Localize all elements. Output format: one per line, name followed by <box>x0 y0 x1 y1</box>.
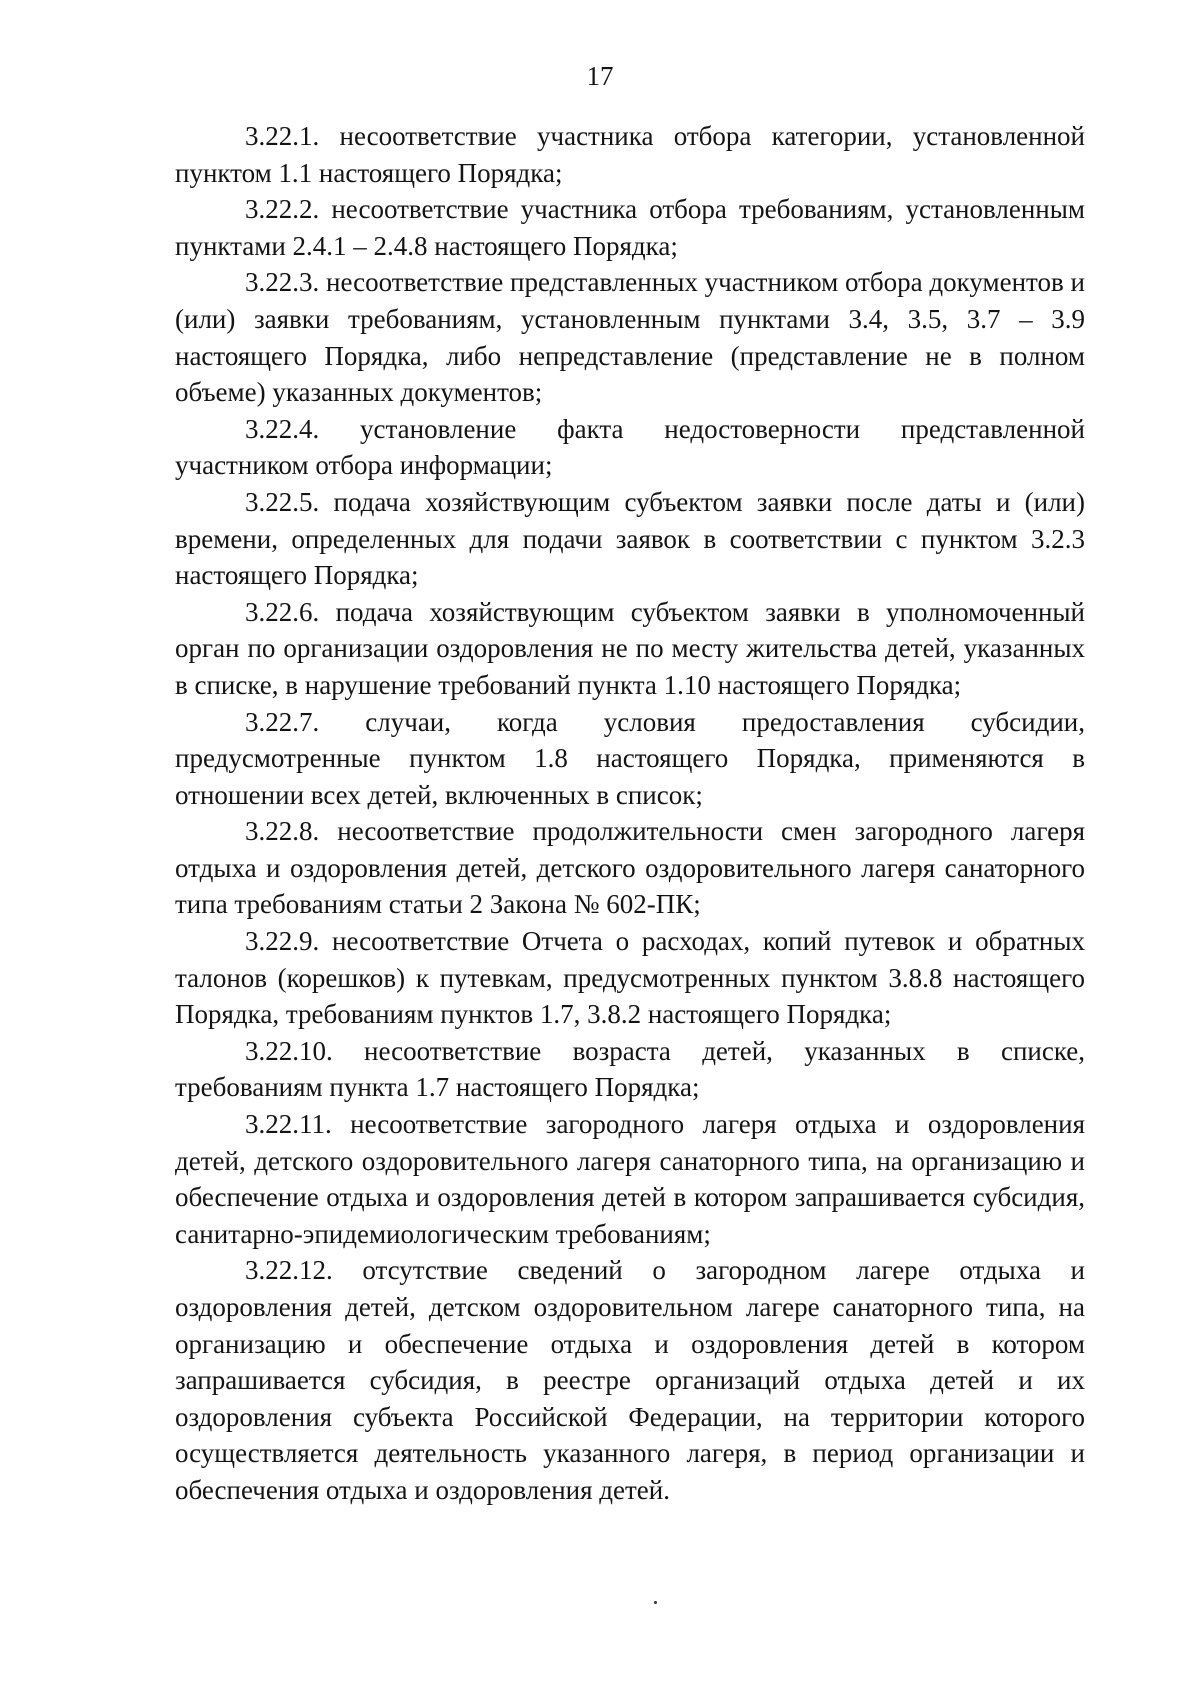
clause-3-22-7: 3.22.7. случаи, когда условия предоставления субсидии, предусмотренные пунктом 1.8 настоящего Порядка, применяются в отношении всех детей, включенных в список; <box>175 706 1085 810</box>
clause-3-22-6: 3.22.6. подача хозяйствующим субъектом заявки в уполномоченный орган по организации оздоровления не по месту жительства детей, указанных в списке, в нарушение требований пункта 1.10 настоящего Порядка; <box>175 596 1085 700</box>
clause-3-22-12: 3.22.12. отсутствие сведений о загородном лагере отдыха и оздоровления детей, детском оздоровительном лагере санаторного типа, на организацию и обеспечение отдыха и оздоровления детей в котором запрашивается субсидия, в реестре организаций отдыха детей и их оздоровления субъекта Российской Федерации, на территории которого осуществляется деятельность указанного лагеря, в период организации и обеспечения отдыха и оздоровления детей. <box>175 1255 1085 1505</box>
clause-3-22-11: 3.22.11. несоответствие загородного лагеря отдыха и оздоровления детей, детского оздоровительного лагеря санаторного типа, на организацию и обеспечение отдыха и оздоровления детей в котором запрашивается субсидия, санитарно-эпидемиологическим требованиям; <box>175 1109 1085 1249</box>
clause-3-22-5: 3.22.5. подача хозяйствующим субъектом заявки после даты и (или) времени, определенных для подачи заявок в соответствии с пунктом 3.2.3 настоящего Порядка; <box>175 486 1085 591</box>
clause-3-22-1: 3.22.1. несоответствие участника отбора категории, установленной пунктом 1.1 настоящего Порядка; <box>175 121 1085 188</box>
document-body <box>175 118 1085 1509</box>
page-number: 17 <box>586 61 614 91</box>
clause-3-22-8: 3.22.8. несоответствие продолжительности смен загородного лагеря отдыха и оздоровления детей, детского оздоровительного лагеря санаторного типа требованиям статьи 2 Закона № 602-ПК; <box>175 816 1085 920</box>
clause-3-22-3: 3.22.3. несоответствие представленных участником отбора документов и (или) заявки требованиям, установленным пунктами 3.4, 3.5, 3.7 – 3.9 настоящего Порядка, либо непредставление (представление не в полном объеме) указанных документов; <box>175 267 1085 408</box>
scan-speck <box>654 1601 657 1604</box>
clause-3-22-9: 3.22.9. несоответствие Отчета о расходах, копий путевок и обратных талонов (корешков) к путевкам, предусмотренных пунктом 3.8.8 настоящего Порядка, требованиям пунктов 1.7, 3.8.2 настоящего Порядка; <box>175 926 1085 1030</box>
clause-3-22-4: 3.22.4. установление факта недостоверности представленной участником отбора информации; <box>175 413 1085 481</box>
clause-3-22-10: 3.22.10. несоответствие возраста детей, указанных в списке, требованиям пункта 1.7 настоящего Порядка; <box>175 1035 1085 1103</box>
clause-3-22-2: 3.22.2. несоответствие участника отбора требованиям, установленным пунктами 2.4.1 – 2.4.8 настоящего Порядка; <box>175 194 1085 261</box>
